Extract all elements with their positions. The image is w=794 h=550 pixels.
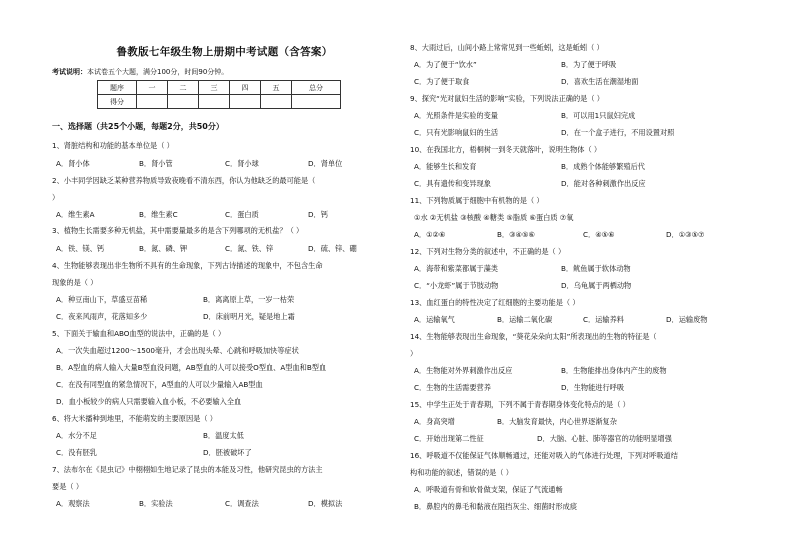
option-text: C．为了便于取食 (414, 77, 470, 86)
score-table (97, 80, 341, 109)
option-text: D．硫、锌、硼 (308, 244, 357, 253)
option-text: D．钙 (308, 210, 328, 219)
option-text: C．④⑤⑥ (583, 230, 615, 239)
option-text: B．为了便于呼吸 (561, 60, 617, 69)
option-text: C．夜来风雨声，花落知多少 (56, 312, 148, 321)
score-blank-cell (137, 95, 168, 109)
option-text: B．③④⑤⑥ (497, 230, 535, 239)
option-text: D．血小板较少的病人只需要输入血小板，不必要输入全血 (56, 397, 242, 406)
option-text: A．种豆南山下，草盛豆苗稀 (56, 295, 148, 304)
question-11: 11、下列物质属于细胞中有机物的是（ ） (410, 196, 544, 205)
question-14-cont: ） (410, 349, 418, 358)
question-16: 16、呼吸道不仅能保证气体顺畅通过，还能对吸入的气体进行处理，下列对呼吸道结 (410, 451, 678, 460)
question-4-cont: 现象的是（ ） (52, 278, 98, 287)
option-text: B．运输二氧化碳 (497, 315, 553, 324)
option-text: B．生物能排出身体内产生的废物 (561, 366, 667, 375)
option-text: A．①②⑥ (414, 230, 446, 239)
score-blank-cell (199, 95, 230, 109)
option-text: C．“小龙虾”属于节肢动物 (414, 281, 499, 290)
option-text: A．能够生长和发育 (414, 162, 477, 171)
question-4: 4、生物能够表现出非生物所不具有的生命现象，下列古诗描述的现象中，不包含生命 (52, 261, 323, 270)
option-text: C．在没有同型血的紧急情况下，A型血的人可以少量输入AB型血 (56, 380, 263, 389)
score-cell: 四 (230, 81, 261, 95)
score-table-score-row (98, 95, 341, 109)
score-cell: 题序 (98, 81, 137, 95)
question-16-cont: 构和功能的叙述，错误的是（ ） (410, 468, 513, 477)
option-text: D．乌龟属于两栖动物 (561, 281, 632, 290)
score-cell: 五 (261, 81, 292, 95)
option-text: A．呼吸道有骨和软骨做支架，保证了气流通畅 (414, 485, 563, 494)
option-text: A．铁、镁、钙 (56, 244, 105, 253)
option-text: D．肾单位 (308, 159, 343, 168)
option-text: A．肾小体 (56, 159, 90, 168)
score-cell: 二 (168, 81, 199, 95)
option-text: D．运输废物 (666, 315, 708, 324)
option-text: D．能对各种刺激作出反应 (561, 179, 646, 188)
option-text: C．生物的生活需要营养 (414, 383, 491, 392)
option-text: B．A型血的病人输入大量B型血没问题，AB型血的人可以接受O型血、A型血和B型血 (56, 363, 327, 372)
question-2-cont: ） (52, 193, 60, 202)
instructions-text: 本试卷五个大题，满分100分，时间90分钟。 (87, 68, 229, 76)
option-text: C．氮、铁、锌 (225, 244, 274, 253)
option-text: B．鱿鱼属于软体动物 (561, 264, 631, 273)
score-blank-cell (292, 95, 341, 109)
option-text: A．观察法 (56, 499, 90, 508)
question-10: 10、在我国北方，梧桐树一到冬天就落叶，说明生物体（ ） (410, 145, 602, 154)
option-text: B．成熟个体能够繁殖后代 (561, 162, 645, 171)
option-text: B．离离原上草，一岁一枯荣 (203, 295, 295, 304)
question-14: 14、生物能够表现出生命现象，“葵花朵朵向太阳”所表现出的生物的特征是（ (410, 332, 657, 341)
option-text: D．胚被破坏了 (203, 448, 252, 457)
question-9: 9、探究“光对鼠妇生活的影响”实验，下列说法正确的是（ ） (410, 94, 604, 103)
score-table-header-row (98, 81, 341, 95)
score-cell: 三 (199, 81, 230, 95)
option-text: A．一次失血超过1200～1500毫升，才会出现头晕、心跳和呼吸加快等症状 (56, 346, 299, 355)
instructions-label: 考试说明： (52, 68, 87, 76)
option-text: B．肾小管 (139, 159, 173, 168)
score-cell: 一 (137, 81, 168, 95)
option-text: D．床前明月光，疑是地上霜 (203, 312, 295, 321)
question-7-cont: 要是（ ） (52, 482, 84, 491)
option-text: C．调查法 (225, 499, 259, 508)
question-8: 8、大雨过后，山间小路上常常见到一些蚯蚓，这是蚯蚓（ ） (410, 43, 604, 52)
question-3: 3、植物生长需要多种无机盐，其中需要量最多的是含下列哪项的无机盐？（ ） (52, 226, 304, 235)
page-title: 鲁教版七年级生物上册期中考试题（含答案） (116, 46, 333, 58)
option-text: D．大脑、心脏、肺等器官的功能明显增强 (537, 434, 672, 443)
score-row-label: 得分 (98, 95, 137, 109)
option-text: B．实验法 (139, 499, 173, 508)
option-text: A．水分不足 (56, 431, 97, 440)
option-text: D．在一个盒子进行，不用设置对照 (561, 128, 675, 137)
score-blank-cell (168, 95, 199, 109)
question-7: 7、法布尔在《昆虫记》中栩栩如生地记录了昆虫的本能及习性，他研究昆虫的方法主 (52, 465, 323, 474)
option-text: D．模拟法 (308, 499, 343, 508)
question-15: 15、中学生正处于青春期，下列不属于青春期身体变化特点的是（ ） (410, 400, 630, 409)
option-text: C．没有胚乳 (56, 448, 97, 457)
question-5: 5、下面关于输血和ABO血型的说法中，正确的是（ ） (52, 329, 226, 338)
exam-instructions (52, 67, 228, 77)
section-heading: 一、选择题（共25个小题，每题2分，共50分） (52, 122, 224, 131)
question-12: 12、下列对生物分类的叙述中，不正确的是（ ） (410, 247, 566, 256)
option-text: A．维生素A (56, 210, 95, 219)
question-11-items: ①水 ②无机盐 ③核酸 ④糖类 ⑤脂质 ⑥蛋白质 ⑦氧 (414, 213, 574, 222)
option-text: B．大脑发育最快，内心世界逐渐复杂 (497, 417, 617, 426)
score-blank-cell (230, 95, 261, 109)
question-6: 6、将大米播种到地里，不能萌发的主要原因是（ ） (52, 414, 217, 423)
question-1: 1、肾脏结构和功能的基本单位是（ ） (52, 141, 174, 150)
option-text: C．肾小球 (225, 159, 259, 168)
option-text: C．运输养料 (583, 315, 624, 324)
option-text: D．喜欢生活在潮湿地面 (561, 77, 639, 86)
score-blank-cell (261, 95, 292, 109)
option-text: D．①③⑤⑦ (666, 230, 705, 239)
option-text: D．生物能进行呼吸 (561, 383, 625, 392)
option-text: A．光照条件是实验的变量 (414, 111, 498, 120)
option-text: C．蛋白质 (225, 210, 259, 219)
option-text: C．具有遗传和变异现象 (414, 179, 491, 188)
option-text: C．只有光影响鼠妇的生活 (414, 128, 499, 137)
option-text: B．可以用1只鼠妇完成 (561, 111, 636, 120)
option-text: C．开始出现第二性征 (414, 434, 484, 443)
question-13: 13、血红蛋白的特性决定了红细胞的主要功能是（ ） (410, 298, 580, 307)
option-text: A．海带和紫菜都属于藻类 (414, 264, 498, 273)
option-text: A．运输氧气 (414, 315, 455, 324)
option-text: A．身高突增 (414, 417, 455, 426)
option-text: B．鼻腔内的鼻毛和黏液在阻挡灰尘、细菌时形成痰 (414, 502, 578, 511)
option-text: B．氮、磷、钾 (139, 244, 188, 253)
option-text: B．维生素C (139, 210, 178, 219)
option-text: A．生物能对外界刺激作出反应 (414, 366, 513, 375)
question-2: 2、小丰同学因缺乏某种营养物质导致夜晚看不清东西，你认为他缺乏的最可能是（ (52, 176, 316, 185)
score-cell: 总分 (292, 81, 341, 95)
option-text: A．为了便于“饮水” (414, 60, 477, 69)
option-text: B．温度太低 (203, 431, 244, 440)
